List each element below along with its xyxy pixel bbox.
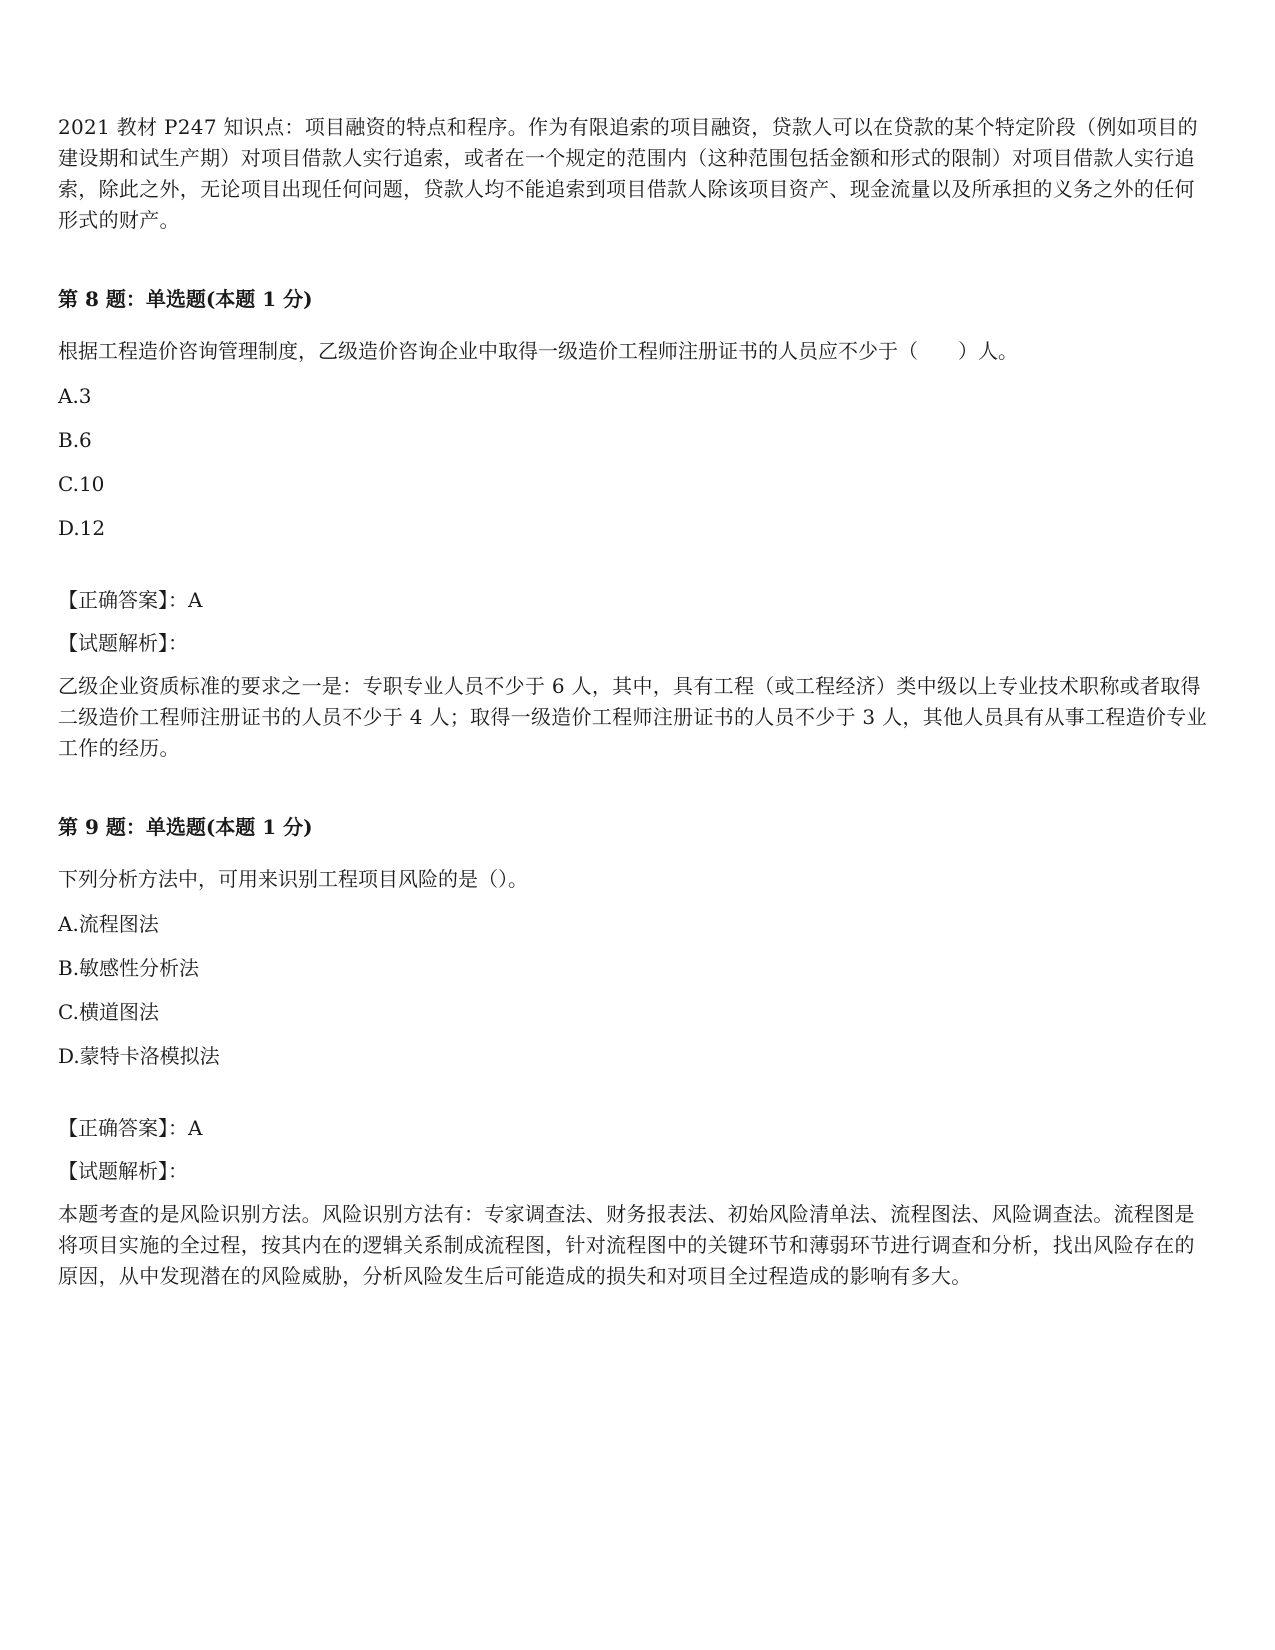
question-stem: 下列分析方法中，可用来识别工程项目风险的是（）。	[58, 867, 528, 891]
question-8	[58, 284, 1208, 764]
analysis-label: 【试题解析】：	[58, 1159, 188, 1183]
option-c: C.10	[58, 472, 105, 496]
intro-explanation: 2021 教材 P247 知识点：项目融资的特点和程序。作为有限追索的项目融资，贷款人可以在贷款的某个特定阶段（例如项目的建设期和试生产期）对项目借款人实行追索，或者在一个规定的范围内（这种范围包括金额和形式的限制）对项目借款人实行追索，除此之外，无论项目出现任何问题，贷款人均不能追索到项目借款人除该项目资产、现金流量以及所承担的义务之外的任何形式的财产。	[58, 115, 1198, 232]
option-d: D.12	[58, 516, 106, 540]
option-d: D.蒙特卡洛模拟法	[58, 1044, 220, 1068]
question-9	[58, 812, 1208, 1292]
document-page	[58, 112, 1208, 1292]
analysis-text: 本题考查的是风险识别方法。风险识别方法有：专家调查法、财务报表法、初始风险清单法、流程图法、风险调查法。流程图是将项目实施的全过程，按其内在的逻辑关系制成流程图，针对流程图中的关键环节和薄弱环节进行调查和分析，找出风险存在的原因，从中发现潜在的风险威胁，分析风险发生后可能造成的损失和对项目全过程造成的影响有多大。	[58, 1202, 1195, 1288]
question-heading: 第 9 题：单选题(本题 1 分)	[58, 815, 313, 839]
correct-answer: 【正确答案】：A	[58, 588, 203, 612]
option-b: B.6	[58, 428, 92, 452]
option-a: A.3	[58, 384, 92, 408]
option-b: B.敏感性分析法	[58, 956, 200, 980]
question-stem: 根据工程造价咨询管理制度，乙级造价咨询企业中取得一级造价工程师注册证书的人员应不少于（ ）人。	[58, 339, 1018, 363]
question-heading: 第 8 题：单选题(本题 1 分)	[58, 287, 313, 311]
option-c: C.横道图法	[58, 1000, 159, 1024]
option-a: A.流程图法	[58, 912, 159, 936]
correct-answer: 【正确答案】：A	[58, 1116, 203, 1140]
analysis-text: 乙级企业资质标准的要求之一是：专职专业人员不少于 6 人，其中，具有工程（或工程经济）类中级以上专业技术职称或者取得二级造价工程师注册证书的人员不少于 4 人；取得一级造价工程师注册证书的人员不少于 3 人，其他人员具有从事工程造价专业工作的经历。	[58, 674, 1207, 760]
analysis-label: 【试题解析】：	[58, 631, 188, 655]
